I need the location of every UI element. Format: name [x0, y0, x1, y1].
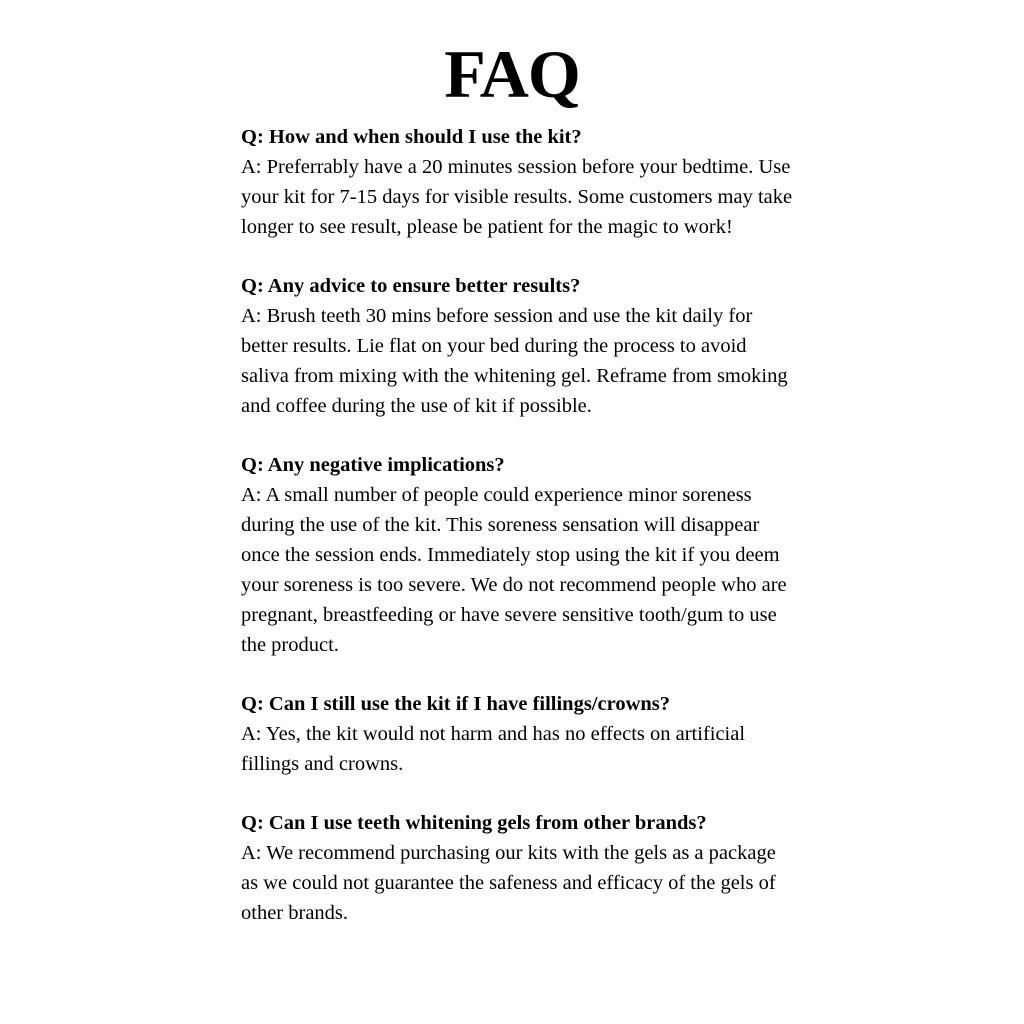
- faq-item-1: [241, 122, 797, 242]
- faq-question: Q: Can I use teeth whitening gels from other brands?: [241, 812, 707, 834]
- faq-answer: A: Preferrably have a 20 minutes session before your bedtime. Use your kit for 7-15 days for visible results. Some customers may take longer to see result, please be patient for the magic to work!: [241, 156, 793, 238]
- faq-item-5: [241, 808, 797, 928]
- faq-content: [241, 122, 797, 928]
- faq-answer: A: Brush teeth 30 mins before session and use the kit daily for better results. Lie flat on your bed during the process to avoid saliva from mixing with the whitening gel. Reframe from smoking and coffee during the use of kit if possible.: [241, 305, 788, 417]
- faq-question: Q: Any advice to ensure better results?: [241, 275, 581, 297]
- faq-answer: A: A small number of people could experience minor soreness during the use of the kit. This soreness sensation will disappear once the session ends. Immediately stop using the kit if you deem your soreness is too severe. We do not recommend people who are pregnant, breastfeeding or have severe sensitive tooth/gum to use the product.: [241, 484, 787, 656]
- faq-item-4: [241, 689, 797, 779]
- faq-question: Q: How and when should I use the kit?: [241, 126, 582, 148]
- faq-question: Q: Can I still use the kit if I have fillings/crowns?: [241, 693, 671, 715]
- faq-question: Q: Any negative implications?: [241, 454, 505, 476]
- page-title: FAQ: [444, 36, 580, 112]
- faq-item-3: [241, 450, 797, 660]
- faq-answer: A: We recommend purchasing our kits with the gels as a package as we could not guarantee the safeness and efficacy of the gels of other brands.: [241, 842, 776, 924]
- faq-answer: A: Yes, the kit would not harm and has no effects on artificial fillings and crowns.: [241, 723, 746, 775]
- faq-item-2: [241, 271, 797, 421]
